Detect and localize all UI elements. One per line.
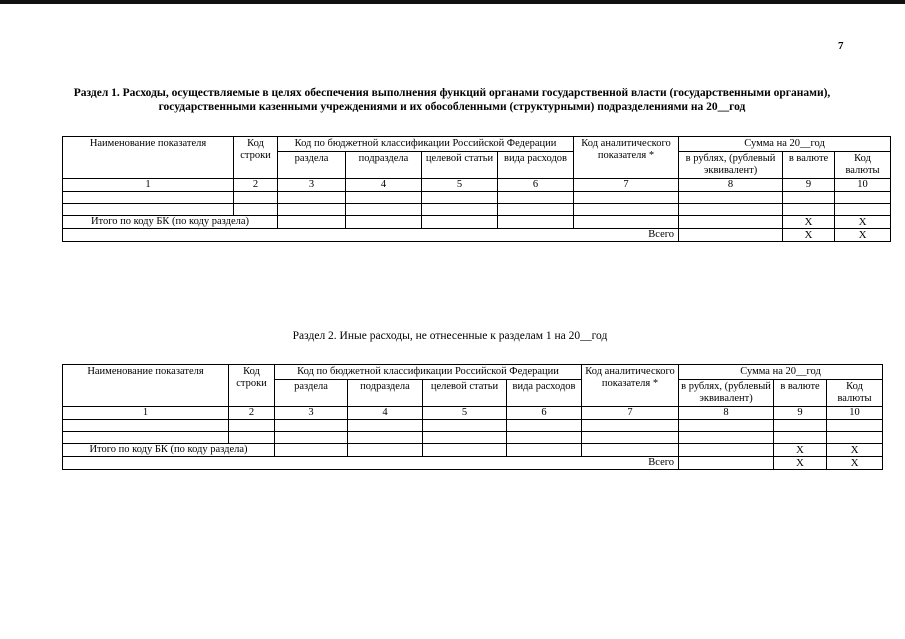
header-sum: Сумма на 20__год (679, 137, 891, 152)
empty-cell[interactable] (278, 204, 346, 216)
col-number: 4 (348, 407, 423, 420)
header-row-code: Код строки (234, 137, 278, 179)
header-target-article: целевой статьи (423, 380, 507, 407)
empty-cell[interactable] (63, 204, 234, 216)
col-number: 10 (827, 407, 883, 420)
empty-cell[interactable] (679, 204, 783, 216)
header-expense-type: вида расходов (507, 380, 582, 407)
x-mark: Х (827, 457, 883, 470)
col-number: 8 (679, 407, 774, 420)
subtotal-row (63, 216, 891, 229)
col-number: 1 (63, 179, 234, 192)
empty-cell[interactable] (423, 432, 507, 444)
empty-cell[interactable] (582, 420, 679, 432)
empty-cell[interactable] (679, 420, 774, 432)
col-number: 2 (234, 179, 278, 192)
empty-cell[interactable] (827, 420, 883, 432)
header-target-article: целевой статьи (422, 152, 498, 179)
total-row (63, 457, 883, 470)
col-number: 7 (574, 179, 679, 192)
header-section: раздела (275, 380, 348, 407)
header-row-code: Код строки (229, 365, 275, 407)
header-name: Наименование показателя (63, 137, 234, 179)
total-row (63, 229, 891, 242)
col-number: 9 (783, 179, 835, 192)
empty-cell[interactable] (507, 432, 582, 444)
header-currency: в валюте (774, 380, 827, 407)
col-number: 3 (278, 179, 346, 192)
x-mark: Х (835, 229, 891, 242)
empty-cell[interactable] (63, 192, 234, 204)
col-number: 2 (229, 407, 275, 420)
empty-cell[interactable] (783, 204, 835, 216)
col-number: 4 (346, 179, 422, 192)
col-number: 7 (582, 407, 679, 420)
table-row (63, 192, 891, 204)
col-number: 9 (774, 407, 827, 420)
col-number: 6 (498, 179, 574, 192)
header-rubles: в рублях, (рублевый эквивалент) (679, 152, 783, 179)
empty-cell[interactable] (679, 432, 774, 444)
empty-cell[interactable] (423, 444, 507, 457)
empty-cell[interactable] (679, 457, 774, 470)
empty-cell[interactable] (422, 204, 498, 216)
header-expense-type: вида расходов (498, 152, 574, 179)
x-mark: Х (774, 444, 827, 457)
empty-cell[interactable] (827, 432, 883, 444)
header-section: раздела (278, 152, 346, 179)
header-sum: Сумма на 20__год (679, 365, 883, 380)
header-currency-code: Код валюты (827, 380, 883, 407)
empty-cell[interactable] (498, 192, 574, 204)
empty-cell[interactable] (346, 192, 422, 204)
subtotal-row (63, 444, 883, 457)
empty-cell[interactable] (574, 204, 679, 216)
col-number: 10 (835, 179, 891, 192)
header-analytic-code: Код аналитического показателя * (582, 365, 679, 407)
empty-cell[interactable] (679, 216, 783, 229)
empty-cell[interactable] (574, 192, 679, 204)
section1-table (62, 136, 891, 242)
col-number: 1 (63, 407, 229, 420)
x-mark: Х (783, 216, 835, 229)
empty-cell[interactable] (679, 192, 783, 204)
empty-cell[interactable] (346, 216, 422, 229)
section2-title: Раздел 2. Иные расходы, не отнесенные к разделам 1 на 20__год (292, 330, 608, 342)
x-mark: Х (774, 457, 827, 470)
empty-cell[interactable] (507, 444, 582, 457)
empty-cell[interactable] (278, 192, 346, 204)
empty-cell[interactable] (498, 216, 574, 229)
empty-cell[interactable] (234, 192, 278, 204)
empty-cell[interactable] (422, 192, 498, 204)
x-mark: Х (783, 229, 835, 242)
empty-cell[interactable] (422, 216, 498, 229)
empty-cell[interactable] (275, 432, 348, 444)
empty-cell[interactable] (275, 444, 348, 457)
empty-cell[interactable] (63, 420, 229, 432)
total-label: Всего (63, 457, 679, 470)
empty-cell[interactable] (229, 420, 275, 432)
empty-cell[interactable] (348, 444, 423, 457)
column-number-row (63, 407, 883, 420)
header-budget-classification: Код по бюджетной классификации Российской Федерации (278, 137, 574, 152)
col-number: 3 (275, 407, 348, 420)
empty-cell[interactable] (679, 229, 783, 242)
header-subsection: подраздела (346, 152, 422, 179)
empty-cell[interactable] (348, 420, 423, 432)
empty-cell[interactable] (498, 204, 574, 216)
header-analytic-code: Код аналитического показателя * (574, 137, 679, 179)
header-currency: в валюте (783, 152, 835, 179)
empty-cell[interactable] (574, 216, 679, 229)
header-rubles: в рублях, (рублевый эквивалент) (679, 380, 774, 407)
subtotal-label: Итого по коду БК (по коду раздела) (63, 444, 275, 457)
empty-cell[interactable] (835, 192, 891, 204)
table-row (63, 432, 883, 444)
empty-cell[interactable] (774, 420, 827, 432)
header-name: Наименование показателя (63, 365, 229, 407)
empty-cell[interactable] (234, 204, 278, 216)
x-mark: Х (835, 216, 891, 229)
empty-cell[interactable] (348, 432, 423, 444)
empty-cell[interactable] (63, 432, 229, 444)
empty-cell[interactable] (835, 204, 891, 216)
empty-cell[interactable] (229, 432, 275, 444)
col-number: 5 (423, 407, 507, 420)
empty-cell[interactable] (278, 216, 346, 229)
col-number: 8 (679, 179, 783, 192)
header-subsection: подраздела (348, 380, 423, 407)
empty-cell[interactable] (507, 420, 582, 432)
empty-cell[interactable] (423, 420, 507, 432)
empty-cell[interactable] (346, 204, 422, 216)
empty-cell[interactable] (275, 420, 348, 432)
total-label: Всего (63, 229, 679, 242)
col-number: 6 (507, 407, 582, 420)
col-number: 5 (422, 179, 498, 192)
empty-cell[interactable] (582, 432, 679, 444)
empty-cell[interactable] (774, 432, 827, 444)
subtotal-label: Итого по коду БК (по коду раздела) (63, 216, 278, 229)
empty-cell[interactable] (679, 444, 774, 457)
table-row (63, 420, 883, 432)
x-mark: Х (827, 444, 883, 457)
column-number-row (63, 179, 891, 192)
header-currency-code: Код валюты (835, 152, 891, 179)
empty-cell[interactable] (582, 444, 679, 457)
empty-cell[interactable] (783, 192, 835, 204)
section2-table (62, 364, 883, 470)
top-border (0, 0, 905, 4)
table-row (63, 204, 891, 216)
page-number: 7 (838, 40, 844, 52)
section1-title: Раздел 1. Расходы, осуществляемые в целях обеспечения выполнения функций органами государственной власти (государственными органами), государственными казенными учреждениями и их обособленными (структурными) подразделениями на 20__год (73, 87, 831, 113)
header-budget-classification: Код по бюджетной классификации Российской Федерации (275, 365, 582, 380)
